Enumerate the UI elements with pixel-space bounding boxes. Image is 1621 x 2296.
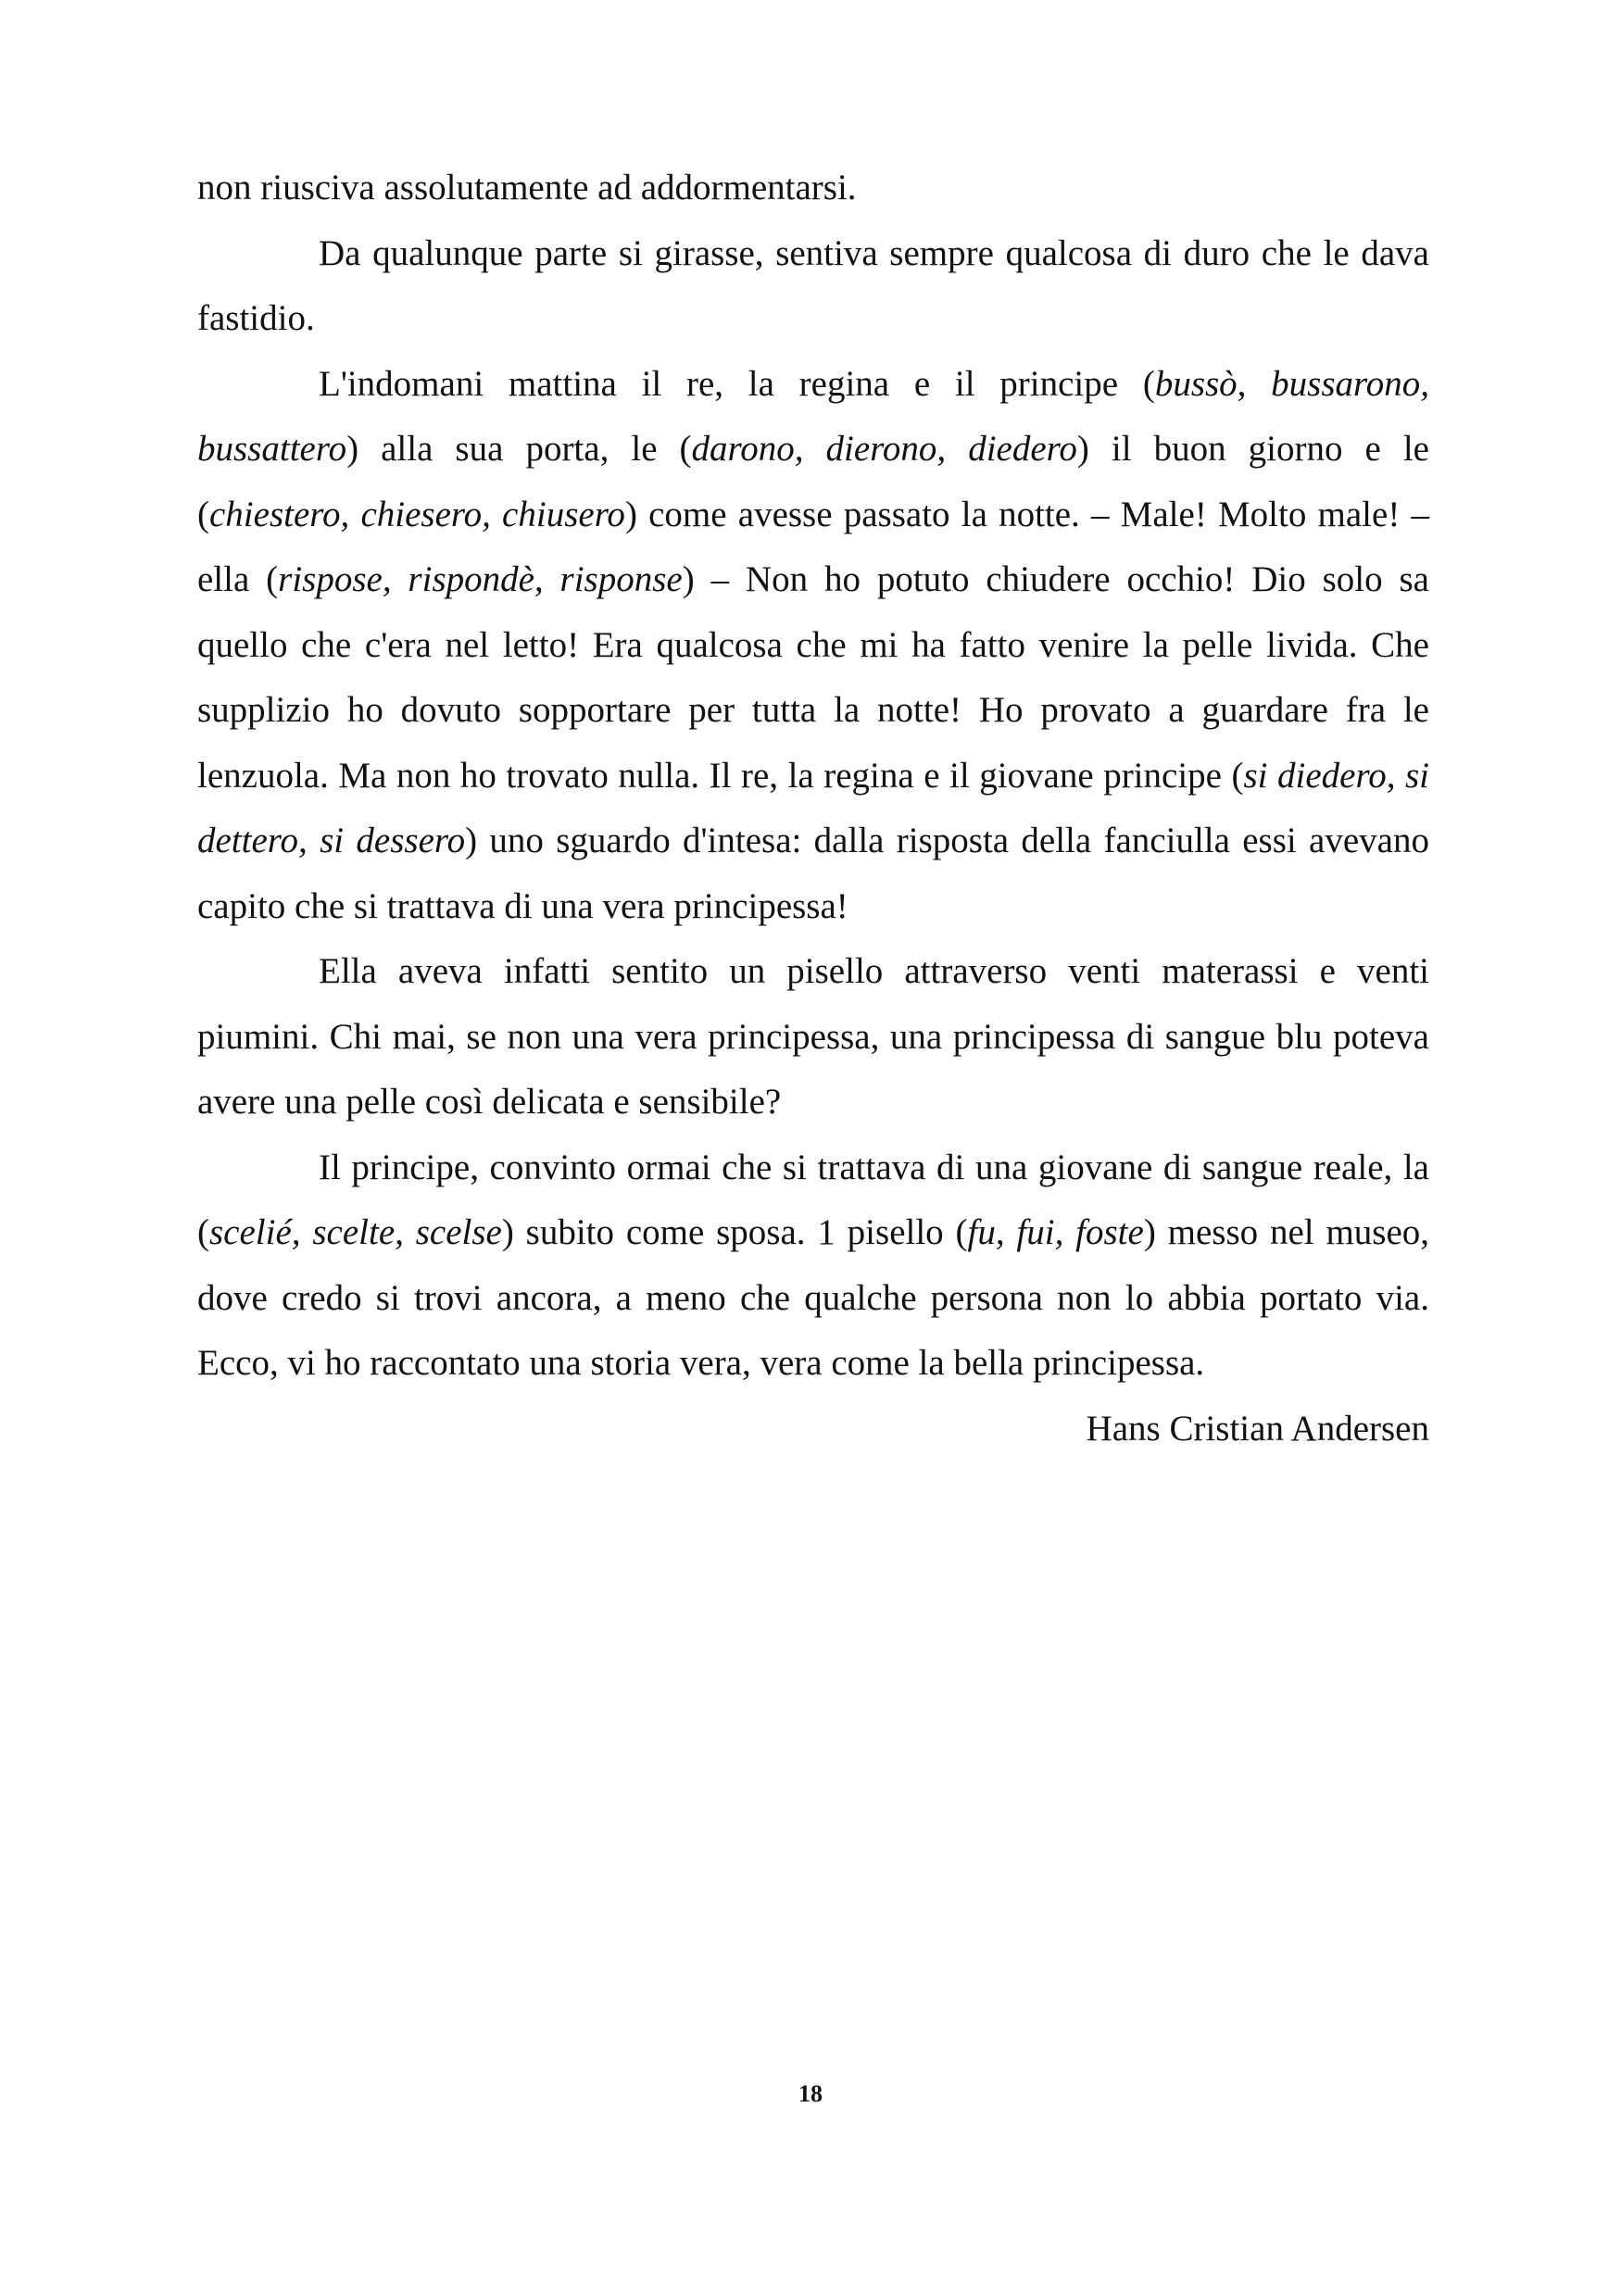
paragraph-2 — [197, 221, 1429, 352]
author-signature: Hans Cristian Andersen — [1086, 1408, 1429, 1449]
text-segment: Ella aveva infatti sentito un pisello attraverso venti materassi e venti piumini. Chi mai, se non una vera principessa, una principessa di sangue blu poteva avere una pelle così delicata e sensibile? — [197, 951, 1429, 1122]
verb-choice-options: scelié, scelte, scelse — [209, 1212, 502, 1252]
page-number: 18 — [798, 2080, 823, 2107]
text-segment: L'indomani mattina il re, la regina e il principe ( — [319, 363, 1155, 404]
verb-choice-options: chiestero, chiesero, chiusero — [209, 494, 625, 534]
verb-choice-options: darono, dierono, diedero — [691, 429, 1077, 469]
page-body — [197, 156, 1429, 1462]
paragraph-4 — [197, 939, 1429, 1135]
paragraph-3 — [197, 352, 1429, 940]
text-segment: ) il buon giorno e le ( — [197, 429, 1429, 534]
text-segment: ) – Non ho potuto chiudere occhio! Dio solo sa quello che c'era nel letto! Era qualcosa che mi ha fatto venire la pelle livida. Che supplizio ho dovuto sopportare per tutta la notte! Ho provato a guardare fra le lenzuola. Ma non ho trovato nulla. Il re, la regina e il giovane principe ( — [197, 559, 1429, 796]
paragraph-1 — [197, 156, 1429, 221]
text-segment: ) uno sguardo d'intesa: dalla risposta della fanciulla essi avevano capito che si trattava di una vera principessa! — [197, 821, 1429, 926]
verb-choice-options: si diedero, si dettero, si dessero — [197, 755, 1430, 860]
text-segment: Da qualunque parte si girasse, sentiva sempre qualcosa di duro che le dava fastidio. — [197, 232, 1429, 338]
verb-choice-options: bussò, bussarono, bussattero — [197, 363, 1429, 469]
text-segment: ) alla sua porta, le ( — [346, 429, 692, 469]
text-segment: ) come avesse passato la notte. – Male! Molto male! – ella ( — [197, 494, 1429, 599]
text-segment: non riusciva assolutamente ad addormentarsi. — [197, 168, 857, 207]
verb-choice-options: rispose, rispondè, risponse — [278, 559, 683, 599]
verb-choice-options: fu, fui, foste — [967, 1212, 1144, 1252]
text-segment: Il principe, convinto ormai che si trattava di una giovane di sangue reale, la ( — [197, 1147, 1429, 1252]
text-segment: ) messo nel museo, dove credo si trovi ancora, a meno che qualche persona non lo abbia portato via. Ecco, vi ho raccontato una storia vera, vera come la bella principessa. — [197, 1212, 1430, 1383]
paragraph-5 — [197, 1135, 1429, 1397]
story-text — [197, 156, 1429, 1397]
text-segment: ) subito come sposa. 1 pisello ( — [501, 1212, 968, 1252]
